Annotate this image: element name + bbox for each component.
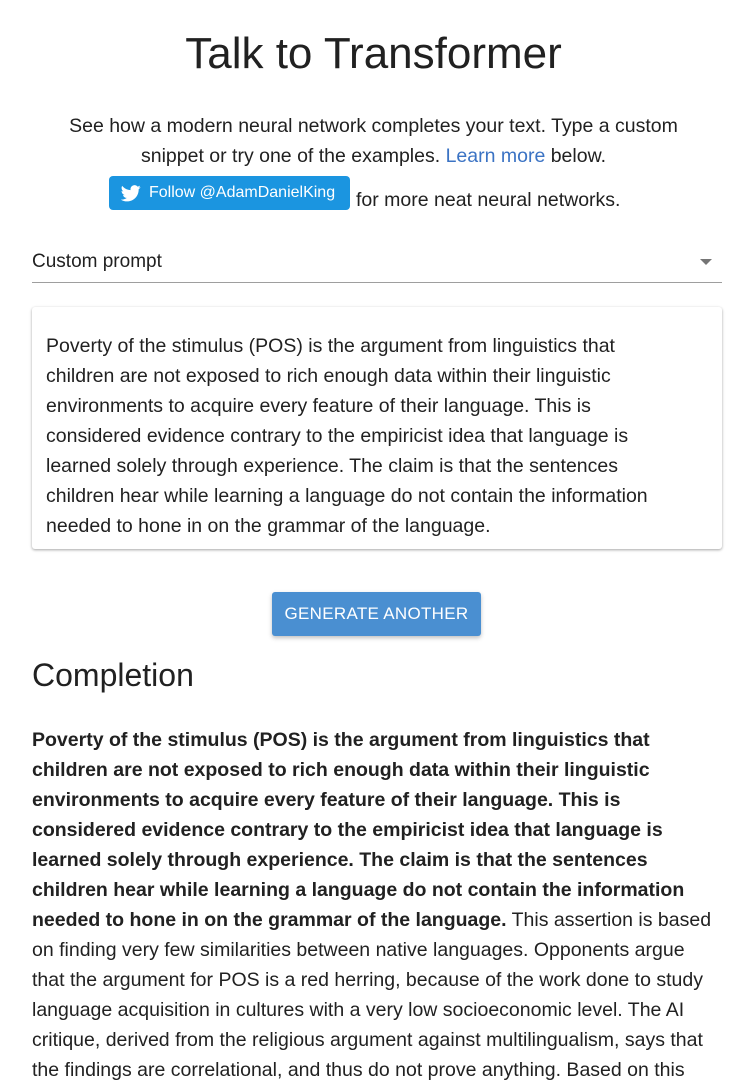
completion-prompt-echo: Poverty of the stimulus (POS) is the argument from linguistics that children are not exposed to rich enough data within their linguistic environments to acquire every feature of their language. This is considered evidence contrary to the empiricist idea that language is learned solely through experience. The claim is that the sentences children hear while learning a language do not contain the information needed to hone in on the grammar of the language. — [32, 729, 685, 931]
follow-row — [0, 176, 747, 216]
generate-another-button[interactable]: GENERATE ANOTHER — [272, 592, 481, 636]
prompt-textarea[interactable] — [32, 307, 722, 549]
twitter-bird-icon — [121, 185, 141, 202]
completion-heading: Completion — [32, 657, 194, 693]
follow-suffix-text: for more neat neural networks. — [356, 189, 621, 211]
completion-generated-text: This assertion is based on finding very few similarities between native languages. Opponents argue that the argument for POS is a red herring, because of the work done to study language acquisition in cultures with a very low socioeconomic level. The AI critique, derived from the religious argument against multilingualism, says that the findings are correlational, and thus do not prove anything. Based on this — [32, 909, 712, 1081]
chevron-down-icon — [700, 259, 712, 265]
intro-text — [40, 111, 707, 171]
twitter-follow-button[interactable] — [109, 176, 350, 210]
page-title: Talk to Transformer — [185, 29, 562, 78]
completion-text — [32, 725, 722, 1085]
prompt-text: Poverty of the stimulus (POS) is the argument from linguistics that children are not exposed to rich enough data within their linguistic environments to acquire every feature of their language. This is considered evidence contrary to the empiricist idea that language is learned solely through experience. The claim is that the sentences children hear while learning a language do not contain the information needed to hone in on the grammar of the language. — [46, 335, 648, 537]
prompt-select-value: Custom prompt — [32, 251, 162, 272]
intro-text-end: below. — [545, 145, 607, 167]
follow-button-label: Follow @AdamDanielKing — [149, 184, 336, 201]
intro-text-start: See how a modern neural network completes your text. Type a custom snippet or try one of the examples. — [69, 115, 678, 167]
prompt-select[interactable] — [32, 242, 722, 283]
learn-more-link[interactable]: Learn more — [445, 145, 546, 167]
